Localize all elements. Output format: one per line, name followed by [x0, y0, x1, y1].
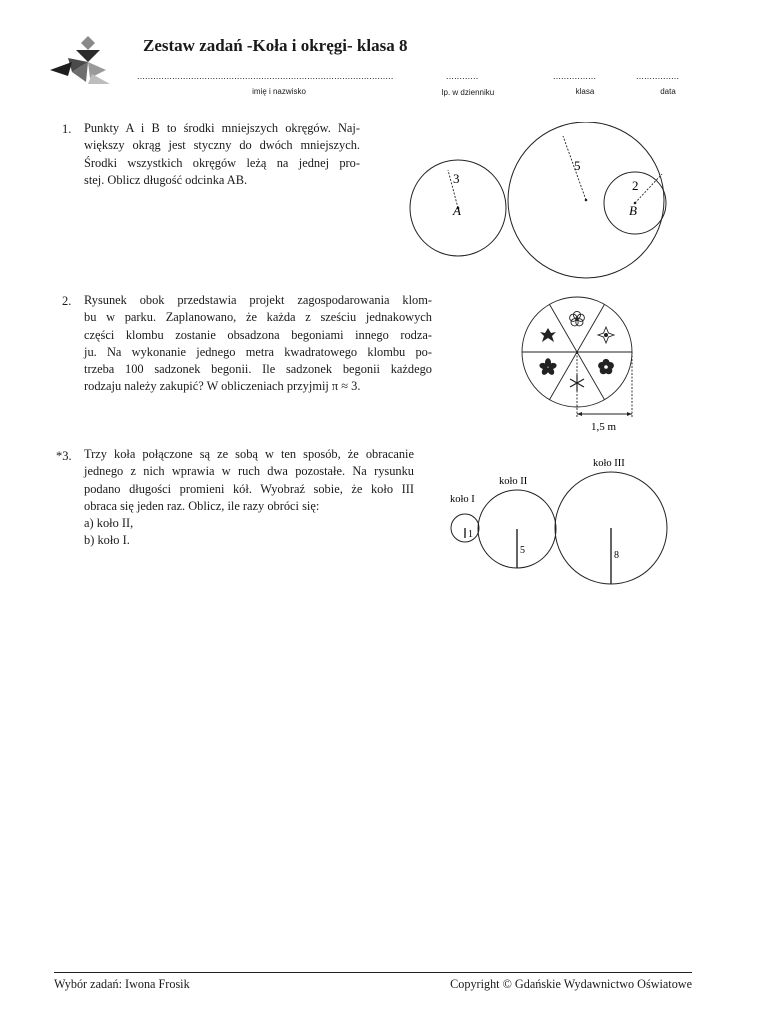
- class-field[interactable]: [553, 71, 617, 96]
- task-1-line: Punkty A i B to środki mniejszych okręgów. Naj-: [84, 121, 360, 135]
- wheel-2-radius: 5: [520, 545, 525, 556]
- task-3-option-letter: a): [84, 516, 94, 531]
- task-3-option-text: koło I.: [97, 533, 130, 548]
- task-3-line: obraca się jeden raz. Oblicz, ile razy obróci się:: [84, 498, 320, 513]
- task-1-text: [84, 120, 360, 189]
- task-1-point-a: A: [453, 203, 461, 218]
- task-2-line: trzeba 100 sadzonek begonii. Ile sadzonek begonii każdego: [84, 362, 432, 377]
- task-3-text: [84, 446, 414, 550]
- class-number-field-line: ............: [446, 71, 479, 81]
- name-field-label: imię i nazwisko: [252, 87, 306, 96]
- task-2-number: 2.: [62, 294, 72, 308]
- task-3-wheels-figure: [440, 450, 680, 585]
- footer-copyright: Copyright © Gdańskie Wydawnictwo Oświatowe: [450, 977, 692, 991]
- begonia-icon: [539, 358, 558, 376]
- begonia-icon: [598, 327, 614, 343]
- task-1-line: Środki wszystkich okręgów leżą na jednej pro-: [84, 155, 360, 170]
- task-3-line: Trzy koła połączone są ze sobą w ten sposób, że obracanie: [84, 447, 414, 461]
- task-2-line: Rysunek obok przedstawia projekt zagospodarowania klom-: [84, 293, 432, 307]
- wheel-3-label: koło III: [593, 458, 625, 469]
- date-field-label: data: [660, 87, 676, 96]
- class-number-field-label: lp. w dzienniku: [441, 88, 495, 97]
- begonia-icon: [570, 311, 585, 326]
- class-field-label: klasa: [575, 87, 595, 96]
- task-2-dimension-label: 1,5 m: [591, 421, 617, 433]
- wheel-2-label: koło II: [499, 476, 528, 487]
- begonia-icon: [540, 328, 556, 342]
- task-3-option-text: koło II,: [96, 516, 134, 531]
- name-field[interactable]: [137, 71, 421, 96]
- page-title: Zestaw zadań -Koła i okręgi- klasa 8: [143, 36, 408, 55]
- wheel-1-radius: 1: [468, 529, 473, 540]
- task-1-number: 1.: [62, 122, 72, 136]
- task-2-line: części klombu zostanie obsadzona begoniami innego rodza-: [84, 327, 432, 342]
- footer-author: Wybór zadań: Iwona Frosik: [54, 977, 190, 991]
- name-field-line: ...............................................................................................: [137, 71, 394, 81]
- task-2-line: bu w parku. Zaplanowano, że każda z sześciu jednakowych: [84, 310, 432, 325]
- task-1-line: stej. Oblicz długość odcinka AB.: [84, 172, 248, 187]
- wheel-3-radius: 8: [614, 550, 619, 561]
- task-3-line: jednego z nich wprawia w ruch dwa pozostałe. Na rysunku: [84, 464, 414, 479]
- task-3-option-b: [84, 532, 414, 549]
- task-3-number: *3.: [56, 449, 72, 463]
- wheel-1-label: koło I: [450, 494, 475, 505]
- task-2-line: rodzaju należy zakupić? W obliczeniach przyjmij π ≈ 3.: [84, 379, 361, 394]
- date-field[interactable]: [636, 71, 700, 96]
- task-1-radius-big: 5: [574, 158, 581, 173]
- task-2-line: ju. Na wykonanie jednego metra kwadratowego klombu po-: [84, 344, 432, 359]
- date-field-line: ................: [636, 71, 680, 81]
- task-2-flowerbed-figure: [515, 293, 645, 438]
- footer-divider: [54, 972, 692, 973]
- publisher-logo: [46, 32, 114, 88]
- task-3-option-letter: b): [84, 533, 95, 548]
- class-field-line: ................: [553, 71, 597, 81]
- task-2-text: [84, 292, 432, 396]
- begonia-icon: [598, 359, 614, 374]
- task-1-radius-b: 2: [632, 178, 639, 193]
- task-1-radius-a: 3: [453, 171, 460, 186]
- task-1-line: większy okrąg jest styczny do dwóch mniejszych.: [84, 138, 360, 153]
- task-3-line: podano długości promieni kół. Wyobraź sobie, że koło III: [84, 481, 414, 496]
- class-number-field[interactable]: [446, 71, 490, 81]
- task-3-option-a: [84, 515, 414, 532]
- task-1-point-b: B: [629, 203, 637, 218]
- task-1-circles-figure: [405, 122, 695, 282]
